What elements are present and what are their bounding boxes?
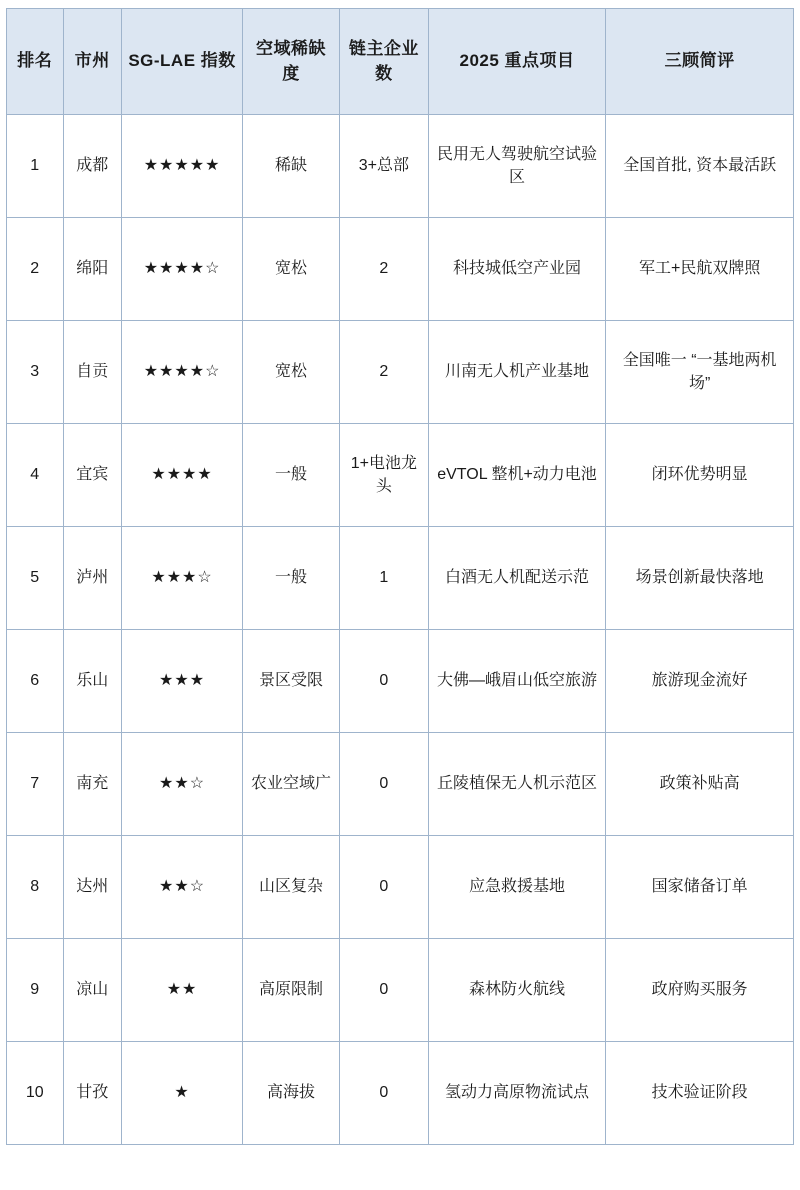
column-header-chain-enterprises: 链主企业数 bbox=[339, 9, 428, 115]
cell-scarcity: 高原限制 bbox=[243, 939, 340, 1042]
cell-chain-enterprises: 0 bbox=[339, 836, 428, 939]
cell-key-project: 白酒无人机配送示范 bbox=[428, 527, 606, 630]
cell-scarcity: 一般 bbox=[243, 424, 340, 527]
column-header-city: 市州 bbox=[63, 9, 122, 115]
cell-index-stars: ★★☆ bbox=[122, 836, 243, 939]
cell-key-project: 氢动力高原物流试点 bbox=[428, 1042, 606, 1145]
table-header bbox=[7, 9, 794, 115]
table-row bbox=[7, 630, 794, 733]
column-header-index: SG-LAE 指数 bbox=[122, 9, 243, 115]
column-header-rank: 排名 bbox=[7, 9, 64, 115]
cell-city: 乐山 bbox=[63, 630, 122, 733]
cell-key-project: 川南无人机产业基地 bbox=[428, 321, 606, 424]
cell-scarcity: 宽松 bbox=[243, 218, 340, 321]
cell-index-stars: ★★☆ bbox=[122, 733, 243, 836]
cell-comment: 旅游现金流好 bbox=[606, 630, 794, 733]
cell-rank: 5 bbox=[7, 527, 64, 630]
cell-city: 宜宾 bbox=[63, 424, 122, 527]
cell-rank: 3 bbox=[7, 321, 64, 424]
cell-comment: 国家储备订单 bbox=[606, 836, 794, 939]
table-row bbox=[7, 321, 794, 424]
table-row bbox=[7, 836, 794, 939]
cell-chain-enterprises: 1+电池龙头 bbox=[339, 424, 428, 527]
cell-key-project: 应急救援基地 bbox=[428, 836, 606, 939]
column-header-scarcity: 空域稀缺度 bbox=[243, 9, 340, 115]
cell-scarcity: 农业空域广 bbox=[243, 733, 340, 836]
cell-chain-enterprises: 2 bbox=[339, 218, 428, 321]
cell-rank: 7 bbox=[7, 733, 64, 836]
cell-city: 绵阳 bbox=[63, 218, 122, 321]
column-header-comment: 三顾简评 bbox=[606, 9, 794, 115]
cell-scarcity: 景区受限 bbox=[243, 630, 340, 733]
cell-comment: 政府购买服务 bbox=[606, 939, 794, 1042]
cell-index-stars: ★★ bbox=[122, 939, 243, 1042]
cell-key-project: 科技城低空产业园 bbox=[428, 218, 606, 321]
cell-scarcity: 稀缺 bbox=[243, 115, 340, 218]
cell-rank: 4 bbox=[7, 424, 64, 527]
cell-key-project: 丘陵植保无人机示范区 bbox=[428, 733, 606, 836]
cell-comment: 军工+民航双牌照 bbox=[606, 218, 794, 321]
cell-chain-enterprises: 3+总部 bbox=[339, 115, 428, 218]
cell-scarcity: 高海拔 bbox=[243, 1042, 340, 1145]
cell-rank: 6 bbox=[7, 630, 64, 733]
table-row bbox=[7, 939, 794, 1042]
cell-comment: 闭环优势明显 bbox=[606, 424, 794, 527]
cell-comment: 政策补贴高 bbox=[606, 733, 794, 836]
table-row bbox=[7, 527, 794, 630]
cell-city: 凉山 bbox=[63, 939, 122, 1042]
cell-city: 成都 bbox=[63, 115, 122, 218]
cell-index-stars: ★★★★★ bbox=[122, 115, 243, 218]
table-row bbox=[7, 218, 794, 321]
cell-chain-enterprises: 0 bbox=[339, 630, 428, 733]
cell-chain-enterprises: 0 bbox=[339, 939, 428, 1042]
cell-city: 达州 bbox=[63, 836, 122, 939]
cell-comment: 全国唯一 “一基地两机场” bbox=[606, 321, 794, 424]
cell-chain-enterprises: 0 bbox=[339, 1042, 428, 1145]
table-row bbox=[7, 733, 794, 836]
cell-comment: 技术验证阶段 bbox=[606, 1042, 794, 1145]
cell-scarcity: 一般 bbox=[243, 527, 340, 630]
cell-chain-enterprises: 1 bbox=[339, 527, 428, 630]
cell-key-project: 大佛—峨眉山低空旅游 bbox=[428, 630, 606, 733]
cell-chain-enterprises: 2 bbox=[339, 321, 428, 424]
cell-city: 泸州 bbox=[63, 527, 122, 630]
cell-index-stars: ★★★★☆ bbox=[122, 218, 243, 321]
cell-scarcity: 宽松 bbox=[243, 321, 340, 424]
cell-index-stars: ★★★ bbox=[122, 630, 243, 733]
table-row bbox=[7, 424, 794, 527]
cell-index-stars: ★★★☆ bbox=[122, 527, 243, 630]
cell-comment: 场景创新最快落地 bbox=[606, 527, 794, 630]
cell-key-project: 森林防火航线 bbox=[428, 939, 606, 1042]
cell-rank: 8 bbox=[7, 836, 64, 939]
ranking-table bbox=[6, 8, 794, 1145]
cell-index-stars: ★★★★ bbox=[122, 424, 243, 527]
cell-scarcity: 山区复杂 bbox=[243, 836, 340, 939]
cell-index-stars: ★ bbox=[122, 1042, 243, 1145]
column-header-key-project: 2025 重点项目 bbox=[428, 9, 606, 115]
cell-chain-enterprises: 0 bbox=[339, 733, 428, 836]
header-row bbox=[7, 9, 794, 115]
table-row bbox=[7, 115, 794, 218]
cell-city: 南充 bbox=[63, 733, 122, 836]
cell-key-project: 民用无人驾驶航空试验区 bbox=[428, 115, 606, 218]
cell-rank: 2 bbox=[7, 218, 64, 321]
cell-index-stars: ★★★★☆ bbox=[122, 321, 243, 424]
table-row bbox=[7, 1042, 794, 1145]
cell-city: 甘孜 bbox=[63, 1042, 122, 1145]
cell-rank: 9 bbox=[7, 939, 64, 1042]
cell-comment: 全国首批, 资本最活跃 bbox=[606, 115, 794, 218]
cell-key-project: eVTOL 整机+动力电池 bbox=[428, 424, 606, 527]
table-body bbox=[7, 115, 794, 1145]
cell-rank: 1 bbox=[7, 115, 64, 218]
cell-rank: 10 bbox=[7, 1042, 64, 1145]
cell-city: 自贡 bbox=[63, 321, 122, 424]
